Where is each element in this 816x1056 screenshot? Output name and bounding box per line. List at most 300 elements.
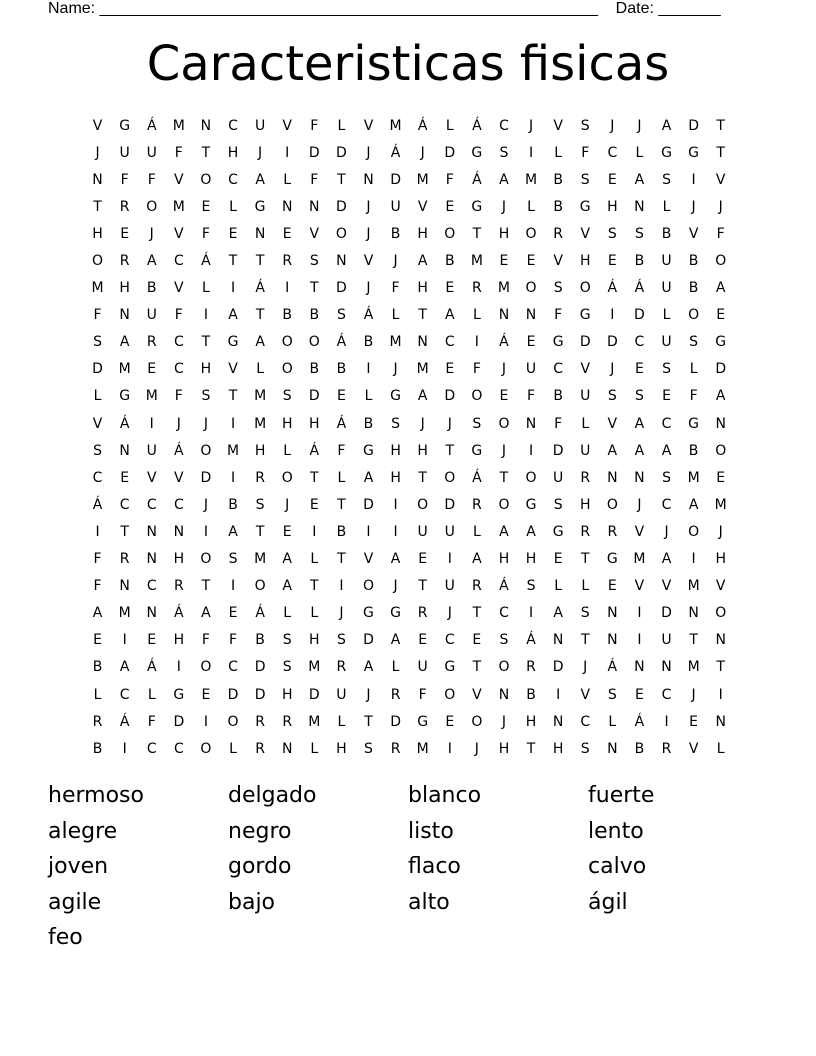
grid-letter: R [526,659,536,676]
grid-letter: J [393,361,398,378]
grid-letter: J [366,144,371,161]
grid-letter: E [445,713,455,730]
grid-letter: L [310,605,319,622]
grid-letter: N [254,225,266,242]
grid-letter: R [390,686,401,703]
grid-letter: I [637,605,642,622]
grid-letter: L [472,307,481,324]
grid-letter: R [255,740,265,757]
grid-letter: R [580,469,591,486]
grid-letter: L [445,117,454,134]
grid-letter: A [553,605,563,622]
grid-letter: A [363,469,374,486]
grid-letter: G [471,198,483,215]
grid-letter: E [689,713,699,730]
grid-letter: L [635,144,644,161]
grid-letter: E [716,307,726,324]
grid-letter: S [580,117,590,134]
grid-letter: D [606,334,618,351]
grid-row [84,600,736,627]
grid-letter: G [552,523,564,540]
grid-letter: Á [336,334,347,351]
grid-letter: G [579,307,591,324]
grid-letter: H [309,632,320,649]
grid-letter: O [579,280,591,297]
grid-letter: H [715,551,726,568]
grid-letter: J [501,442,507,459]
grid-letter: E [634,361,644,378]
grid-letter: D [308,388,320,405]
grid-letter: S [607,388,617,405]
grid-letter: E [201,198,211,215]
grid-letter: B [634,253,645,270]
grid-letter: M [633,551,646,568]
grid-letter: E [201,686,211,703]
grid-letter: E [93,632,102,649]
grid-letter: B [228,496,238,513]
grid-letter: R [173,578,184,595]
grid-letter: E [499,388,509,405]
grid-letter: V [715,171,726,188]
grid-letter: V [363,551,374,568]
grid-letter: O [498,496,510,513]
grid-letter: I [203,523,208,540]
grid-letter: F [554,307,563,324]
grid-letter: S [282,659,292,676]
word-list-item: alto [408,889,450,915]
grid-letter: F [445,171,454,188]
grid-letter: L [310,740,319,757]
grid-letter: T [228,253,238,270]
grid-letter: D [200,469,212,486]
grid-letter: J [718,523,723,540]
grid-letter: Á [309,442,320,459]
grid-letter: E [526,253,536,270]
grid-letter: C [607,144,618,161]
grid-letter: T [310,578,319,595]
grid-letter: V [580,225,591,242]
grid-letter: F [174,144,183,161]
grid-letter: H [227,144,239,161]
grid-letter: A [607,442,618,459]
grid-letter: R [661,740,672,757]
grid-letter: N [200,117,212,134]
grid-letter: H [525,713,537,730]
grid-letter: F [228,632,238,649]
grid-letter: N [119,442,130,459]
word-list-item: ágil [588,889,628,915]
grid-letter: U [661,253,672,270]
grid-letter: U [661,334,672,351]
word-list-item: lento [588,818,644,844]
grid-letter: J [393,253,398,270]
grid-letter: M [497,280,510,297]
grid-letter: G [390,605,401,622]
grid-letter: D [336,144,347,161]
grid-letter: Á [363,307,374,324]
grid-letter: N [309,198,320,215]
grid-letter: V [282,117,292,134]
grid-row [84,166,736,193]
grid-letter: I [447,551,452,568]
grid-letter: G [579,198,591,215]
grid-letter: B [688,280,699,297]
grid-letter: L [93,686,102,703]
grid-letter: L [283,442,292,459]
grid-letter: A [634,442,645,459]
date-label: Date: _______ [615,0,721,17]
grid-letter: G [471,442,483,459]
grid-letter: T [337,171,346,188]
grid-letter: F [147,171,156,188]
grid-letter: B [282,307,292,324]
grid-letter: N [498,307,510,324]
grid-letter: E [607,171,617,188]
grid-letter: C [173,740,184,757]
grid-letter: T [716,117,725,134]
grid-letter: J [366,280,371,297]
grid-letter: T [201,334,211,351]
grid-letter: A [363,659,374,676]
grid-letter: I [637,632,642,649]
grid-letter: B [688,253,699,270]
grid-letter: T [310,280,319,297]
grid-letter: L [662,198,671,215]
grid-letter: B [255,632,265,649]
grid-letter: I [203,713,208,730]
grid-letter: C [92,469,103,486]
grid-letter: F [174,307,183,324]
grid-letter: S [553,496,563,513]
grid-row [84,681,736,708]
grid-letter: H [579,496,591,513]
grid-letter: T [445,442,455,459]
grid-letter: V [92,117,103,134]
grid-letter: G [606,551,618,568]
grid-letter: L [229,198,237,215]
grid-row [84,193,736,220]
grid-letter: B [92,659,103,676]
grid-letter: D [336,198,347,215]
grid-letter: G [444,659,456,676]
grid-letter: E [526,334,536,351]
grid-letter: R [119,198,130,215]
grid-letter: T [201,144,211,161]
grid-row [84,518,736,545]
grid-letter: I [122,632,127,649]
grid-letter: U [525,361,537,378]
grid-letter: T [228,388,238,405]
grid-letter: R [471,280,482,297]
grid-letter: Á [119,415,130,432]
grid-letter: B [390,225,401,242]
grid-letter: I [203,307,208,324]
grid-letter: S [607,686,617,703]
grid-letter: N [715,632,726,649]
grid-letter: I [528,605,534,622]
grid-letter: A [228,523,238,540]
grid-letter: Á [146,659,157,676]
grid-letter: N [525,415,537,432]
grid-letter: F [93,551,102,568]
grid-letter: A [499,171,509,188]
grid-letter: A [255,171,265,188]
grid-letter: V [715,578,726,595]
grid-letter: H [417,280,428,297]
grid-letter: N [688,605,699,622]
grid-letter: O [281,334,293,351]
grid-letter: Á [526,632,536,649]
grid-letter: H [254,442,266,459]
grid-letter: E [445,280,455,297]
grid-letter: O [471,388,483,405]
grid-letter: T [337,551,346,568]
grid-letter: A [119,334,130,351]
grid-letter: I [610,307,615,324]
grid-letter: T [255,307,265,324]
grid-row [84,573,736,600]
grid-letter: C [119,686,130,703]
grid-letter: T [418,469,427,486]
grid-letter: A [715,388,726,405]
grid-letter: E [662,388,671,405]
grid-letter: N [336,253,347,270]
grid-letter: O [688,307,700,324]
grid-letter: E [418,551,428,568]
grid-letter: V [607,415,618,432]
grid-letter: M [470,253,483,270]
grid-letter: J [583,659,588,676]
grid-letter: T [716,144,725,161]
grid-letter: D [173,713,185,730]
grid-letter: O [146,198,158,215]
grid-letter: G [471,144,483,161]
grid-letter: I [366,523,371,540]
grid-letter: M [416,171,429,188]
grid-letter: S [580,605,590,622]
grid-letter: N [146,523,157,540]
grid-letter: D [92,361,103,378]
grid-letter: Á [417,117,428,134]
grid-letter: O [715,605,727,622]
grid-letter: M [416,740,429,757]
grid-letter: A [472,551,482,568]
grid-letter: G [552,334,564,351]
grid-letter: N [119,578,130,595]
grid-letter: N [525,307,537,324]
grid-letter: S [662,469,671,486]
grid-letter: S [634,388,644,405]
grid-letter: S [472,415,482,432]
grid-letter: A [661,442,672,459]
grid-letter: R [282,713,293,730]
grid-letter: O [715,253,727,270]
grid-letter: Á [472,469,482,486]
grid-letter: C [228,171,238,188]
grid-letter: O [200,659,212,676]
grid-row [84,247,736,274]
grid-letter: C [499,605,509,622]
grid-letter: C [119,496,130,513]
grid-letter: D [661,605,672,622]
grid-letter: M [172,198,185,215]
grid-letter: A [282,551,292,568]
grid-letter: F [201,632,210,649]
grid-letter: O [444,686,456,703]
grid-letter: A [146,253,157,270]
grid-letter: A [255,334,265,351]
grid-letter: J [501,713,507,730]
word-list-item: feo [48,925,83,951]
grid-letter: G [661,144,672,161]
grid-letter: D [363,496,374,513]
grid-letter: E [147,361,157,378]
grid-letter: N [552,713,564,730]
grid-letter: N [634,198,645,215]
grid-row [84,302,736,329]
word-list-item: calvo [588,854,647,880]
grid-letter: H [173,551,185,568]
grid-letter: O [200,551,212,568]
word-list-item: hermoso [48,783,144,808]
grid-letter: O [227,713,239,730]
grid-letter: F [201,225,210,242]
grid-letter: D [308,144,320,161]
grid-letter: J [501,361,507,378]
grid-letter: T [499,469,509,486]
grid-letter: S [580,740,590,757]
grid-letter: B [553,388,563,405]
grid-letter: O [335,225,347,242]
grid-letter: H [309,415,320,432]
grid-letter: E [228,605,238,622]
grid-letter: S [607,225,617,242]
page-title: Caracteristicas fisicas [146,36,670,92]
word-list [48,780,768,958]
grid-letter: T [310,469,319,486]
grid-letter: R [92,713,103,730]
grid-letter: Á [201,253,211,270]
grid-letter: G [688,144,700,161]
grid-letter: D [552,659,564,676]
grid-letter: O [525,280,537,297]
grid-letter: E [309,496,319,513]
grid-letter: T [120,523,129,540]
grid-letter: V [472,686,482,703]
grid-letter: N [661,659,672,676]
grid-letter: F [527,388,536,405]
grid-letter: U [146,307,157,324]
grid-letter: T [418,307,427,324]
grid-letter: Á [255,605,265,622]
grid-letter: F [174,388,183,405]
grid-letter: T [364,713,373,730]
grid-letter: B [309,361,320,378]
grid-letter: U [661,632,672,649]
grid-letter: D [688,117,699,134]
grid-letter: G [525,496,537,513]
grid-letter: Á [634,280,645,297]
grid-letter: J [285,496,290,513]
grid-row [84,708,736,735]
grid-letter: M [687,469,700,486]
grid-letter: I [339,578,344,595]
grid-letter: J [203,496,208,513]
grid-letter: J [149,225,154,242]
grid-letter: H [579,253,591,270]
grid-letter: B [553,171,563,188]
grid-letter: M [172,117,185,134]
grid-letter: J [420,415,425,432]
grid-letter: F [337,442,346,459]
grid-letter: D [552,442,564,459]
grid-letter: M [254,415,267,432]
grid-letter: V [363,117,374,134]
grid-letter: I [149,415,154,432]
grid-letter: B [661,225,672,242]
grid-letter: H [390,442,401,459]
grid-letter: D [634,307,645,324]
grid-letter: C [228,659,238,676]
grid-letter: V [688,225,699,242]
grid-letter: S [93,442,102,459]
grid-letter: B [309,307,320,324]
grid-letter: I [664,713,669,730]
grid-letter: E [445,198,455,215]
grid-letter: J [203,415,208,432]
grid-row [84,275,736,302]
grid-letter: J [691,198,696,215]
grid-letter: I [528,442,534,459]
grid-letter: N [146,551,157,568]
grid-letter: G [227,334,239,351]
grid-letter: N [281,740,293,757]
grid-row [84,546,736,573]
grid-letter: O [525,225,537,242]
grid-letter: Á [119,713,130,730]
grid-letter: R [282,253,293,270]
header [48,0,748,22]
grid-letter: G [119,117,131,134]
grid-letter: H [390,469,401,486]
grid-letter: L [337,117,346,134]
grid-letter: V [634,523,645,540]
grid-letter: F [581,144,590,161]
grid-letter: F [716,225,725,242]
grid-letter: I [230,469,236,486]
grid-letter: V [92,415,103,432]
header-spacer [598,0,616,17]
grid-letter: S [662,171,671,188]
grid-letter: O [254,578,266,595]
grid-letter: H [498,551,510,568]
grid-letter: B [146,280,157,297]
grid-letter: S [309,253,319,270]
grid-letter: J [501,198,507,215]
grid-letter: O [444,225,456,242]
grid-letter: E [282,225,292,242]
grid-letter: Á [390,144,401,161]
grid-letter: R [119,253,130,270]
grid-letter: S [634,225,644,242]
grid-letter: R [607,523,618,540]
grid-letter: L [364,388,373,405]
grid-letter: U [444,523,455,540]
grid-letter: O [362,578,374,595]
grid-letter: E [607,578,617,595]
grid-letter: U [146,144,157,161]
grid-letter: O [471,713,483,730]
